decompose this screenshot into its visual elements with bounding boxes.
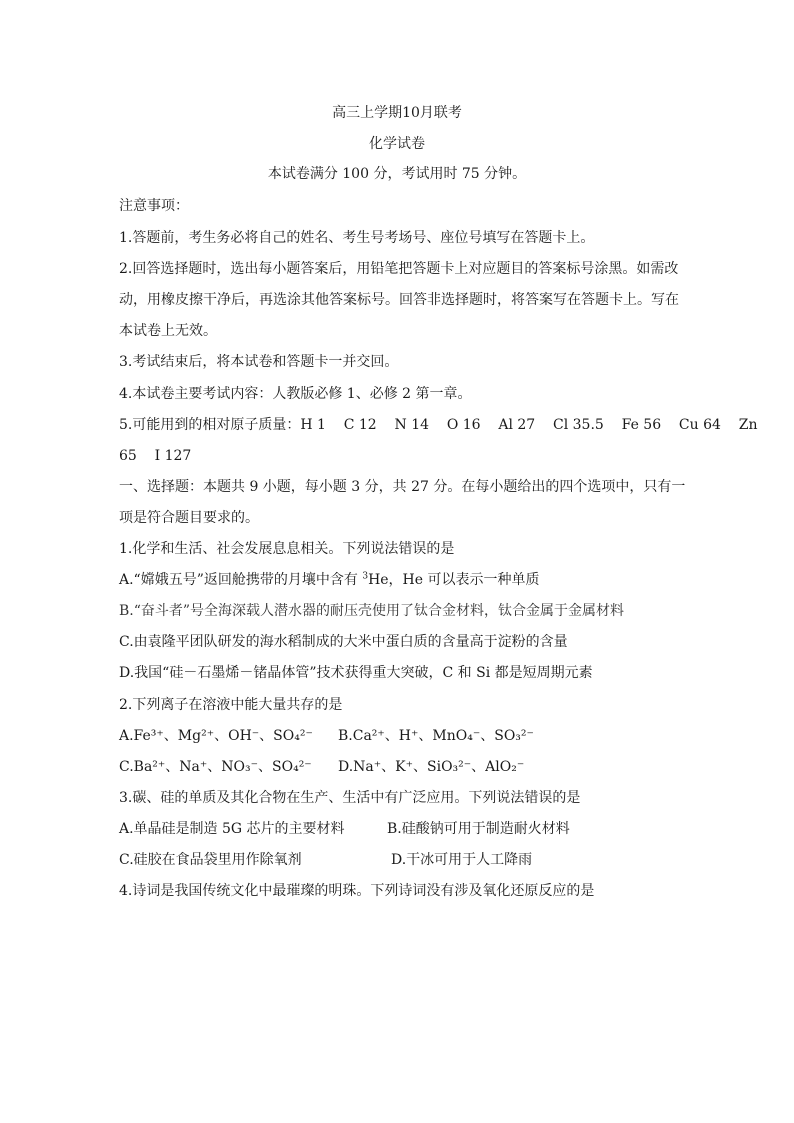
question-2-option-c: C.Ba²⁺、Na⁺、NO₃⁻、SO₄²⁻ bbox=[119, 759, 312, 775]
question-2-option-b: B.Ca²⁺、H⁺、MnO₄⁻、SO₃²⁻ bbox=[338, 728, 534, 744]
note-2-line-1: 2.回答选择题时，选出每小题答案后，用铅笔把答题卡上对应题目的答案标号涂黑。如需改 bbox=[119, 261, 679, 277]
note-4: 4.本试卷主要考试内容：人教版必修 1、必修 2 第一章。 bbox=[119, 386, 472, 402]
score-time-line: 本试卷满分 100 分，考试用时 75 分钟。 bbox=[267, 166, 527, 182]
note-3: 3.考试结束后，将本试卷和答题卡一并交回。 bbox=[119, 354, 399, 370]
question-1-option-a bbox=[119, 570, 679, 590]
note-2-line-2: 动，用橡皮擦干净后，再选涂其他答案标号。回答非选择题时，将答案写在答题卡上。写在 bbox=[119, 292, 679, 308]
question-3-stem: 3.碳、硅的单质及其化合物在生产、生活中有广泛应用。下列说法错误的是 bbox=[119, 790, 581, 806]
notes-heading: 注意事项： bbox=[119, 198, 189, 214]
subject-title: 化学试卷 bbox=[369, 136, 425, 152]
note-5-line-2: 65 I 127 bbox=[119, 448, 192, 464]
question-3-option-a: A.单晶硅是制造 5G 芯片的主要材料 bbox=[119, 821, 345, 837]
option-a-text-pre: A.“嫦娥五号”返回舱携带的月壤中含有 bbox=[119, 572, 363, 588]
option-a-text-post: He，He 可以表示一种单质 bbox=[368, 572, 540, 588]
exam-title: 高三上学期10月联考 bbox=[332, 105, 462, 121]
question-1-option-b: B.“奋斗者”号全海深载人潜水器的耐压壳使用了钛合金材料，钛合金属于金属材料 bbox=[119, 603, 625, 619]
note-2-line-3: 本试卷上无效。 bbox=[119, 323, 217, 339]
section-1-line-2: 项是符合题目要求的。 bbox=[119, 510, 259, 526]
question-4-stem: 4.诗词是我国传统文化中最璀璨的明珠。下列诗词没有涉及氧化还原反应的是 bbox=[119, 883, 595, 899]
question-3-option-b: B.硅酸钠可用于制造耐火材料 bbox=[387, 821, 570, 837]
question-3-option-c: C.硅胶在食品袋里用作除氧剂 bbox=[119, 852, 302, 868]
question-2-option-a: A.Fe³⁺、Mg²⁺、OH⁻、SO₄²⁻ bbox=[119, 728, 313, 744]
question-1-option-c: C.由袁隆平团队研发的海水稻制成的大米中蛋白质的含量高于淀粉的含量 bbox=[119, 634, 568, 650]
section-1-line-1: 一、选择题：本题共 9 小题，每小题 3 分，共 27 分。在每小题给出的四个选项中，只有一 bbox=[119, 479, 686, 495]
question-2-stem: 2.下列离子在溶液中能大量共存的是 bbox=[119, 697, 343, 713]
question-1-stem: 1.化学和生活、社会发展息息相关。下列说法错误的是 bbox=[119, 541, 455, 557]
question-2-option-d: D.Na⁺、K⁺、SiO₃²⁻、AlO₂⁻ bbox=[338, 759, 525, 775]
question-3-option-d: D.干冰可用于人工降雨 bbox=[391, 852, 533, 868]
isotope-mass-number: 3 bbox=[362, 571, 369, 582]
note-1: 1.答题前，考生务必将自己的姓名、考生号考场号、座位号填写在答题卡上。 bbox=[119, 230, 595, 246]
note-5-line-1: 5.可能用到的相对原子质量：H 1 C 12 N 14 O 16 Al 27 Cl 35.5 Fe 56 Cu 64 Zn bbox=[119, 417, 758, 433]
question-1-option-d: D.我国“硅－石墨烯－锗晶体管”技术获得重大突破，C 和 Si 都是短周期元素 bbox=[119, 665, 593, 681]
